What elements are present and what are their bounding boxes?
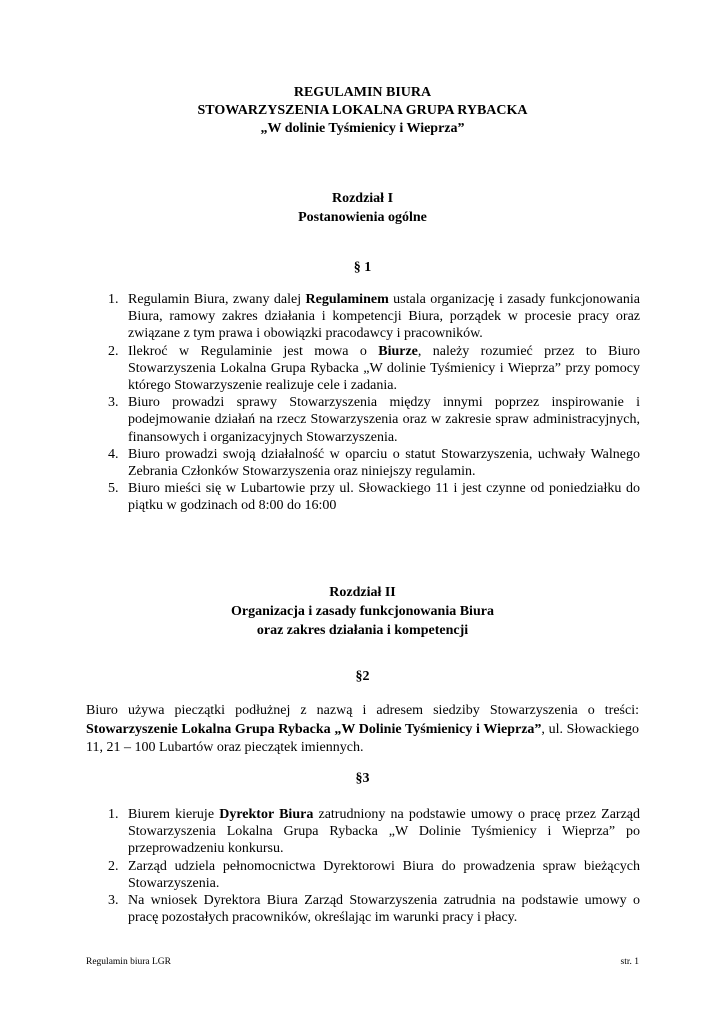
list-item-number: 1.: [108, 292, 119, 307]
chapter-2-list: [100, 806, 640, 926]
chapter-1-heading: [0, 189, 725, 227]
chapter-1-list: [100, 291, 640, 515]
title-line-3: „W dolinie Tyśmienicy i Wieprza”: [260, 121, 465, 136]
footer-page-number: str. 1: [620, 957, 639, 967]
title-line-1: REGULAMIN BIURA: [293, 85, 432, 100]
footer-document-name: Regulamin biura LGR: [86, 957, 171, 967]
list-item: 3. Biuro prowadzi sprawy Stowarzyszenia między innymi poprzez inspirowanie i podejmowanie działań na rzecz Stowarzyszenia oraz w zakresie spraw administracyjnych, finansowych i organizacyjnych Stowarzyszenia.: [108, 395, 640, 445]
page-footer: [86, 956, 639, 968]
list-item: 3. Na wniosek Dyrektora Biura Zarząd Stowarzyszenia zatrudnia na podstawie umowy o pracę pozostałych pracowników, określając im warunki pracy i płacy.: [108, 893, 640, 926]
list-item-number: 5.: [108, 481, 119, 497]
list-item: 1. Biurem kieruje Dyrektor Biura zatrudniony na podstawie umowy o pracę przez Zarząd Stowarzyszenia Lokalna Grupa Rybacka „W Dolinie Tyśmienicy i Wieprza” po przeprowadzeniu konkursu.: [108, 807, 640, 857]
list-item: 5. Biuro mieści się w Lubartowie przy ul. Słowackiego 11 i jest czynne od poniedziałku do piątku w godzinach od 8:00 do 16:00: [108, 481, 640, 514]
list-item-number: 2.: [108, 858, 119, 874]
list-item-number: 4.: [108, 446, 119, 462]
list-item-number: 2.: [108, 343, 119, 359]
section-2-heading: §2: [355, 669, 370, 684]
chapter-2-label: Rozdział II: [329, 585, 396, 600]
chapter-1-subtitle: Postanowienia ogólne: [298, 210, 427, 225]
document-title: [0, 84, 725, 138]
list-item: 2. Ilekroć w Regulaminie jest mowa o Biurze, należy rozumieć przez to Biuro Stowarzyszenia Lokalna Grupa Rybacka „W dolinie Tyśmienicy i Wieprza” przy pomocy którego Stowarzyszenie realizuje cele i zadania.: [108, 343, 640, 394]
chapter-1-label: Rozdział I: [331, 191, 394, 206]
section-3-heading: §3: [355, 771, 370, 786]
chapter-2-heading: [0, 583, 725, 640]
title-line-2: STOWARZYSZENIA LOKALNA GRUPA RYBACKA: [197, 103, 528, 118]
list-item-number: 3.: [108, 893, 119, 909]
list-item: 2. Zarząd udziela pełnomocnictwa Dyrektorowi Biura do prowadzenia spraw bieżących Stowarzyszenia.: [108, 858, 640, 891]
list-item: 4. Biuro prowadzi swoją działalność w oparciu o statut Stowarzyszenia, uchwały Walnego Zebrania Członków Stowarzyszenia oraz niniejszy regulamin.: [108, 446, 640, 480]
stamp-paragraph: Biuro używa pieczątki podłużnej z nazwą i adresem siedziby Stowarzyszenia o treści: Stowarzyszenie Lokalna Grupa Rybacka „W Dolinie Tyśmienicy i Wieprza”, ul. Słowackiego 11, 21 – 100 Lubartów oraz pieczątek imiennych.: [86, 703, 639, 755]
list-item-number: 1.: [108, 807, 119, 822]
list-item-number: 3.: [108, 395, 119, 411]
list-item: 1. Regulamin Biura, zwany dalej Regulaminem ustala organizację i zasady funkcjonowania Biura, ramowy zakres działania i kompetencji Biura, porządek w procesie pracy oraz związane z tym prawa i obowiązki pracodawcy i pracowników.: [108, 292, 640, 342]
chapter-2-subtitle-line-2: oraz zakres działania i kompetencji: [256, 623, 469, 638]
section-1-heading: § 1: [353, 260, 372, 275]
chapter-2-subtitle-line-1: Organizacja i zasady funkcjonowania Biura: [231, 604, 494, 619]
